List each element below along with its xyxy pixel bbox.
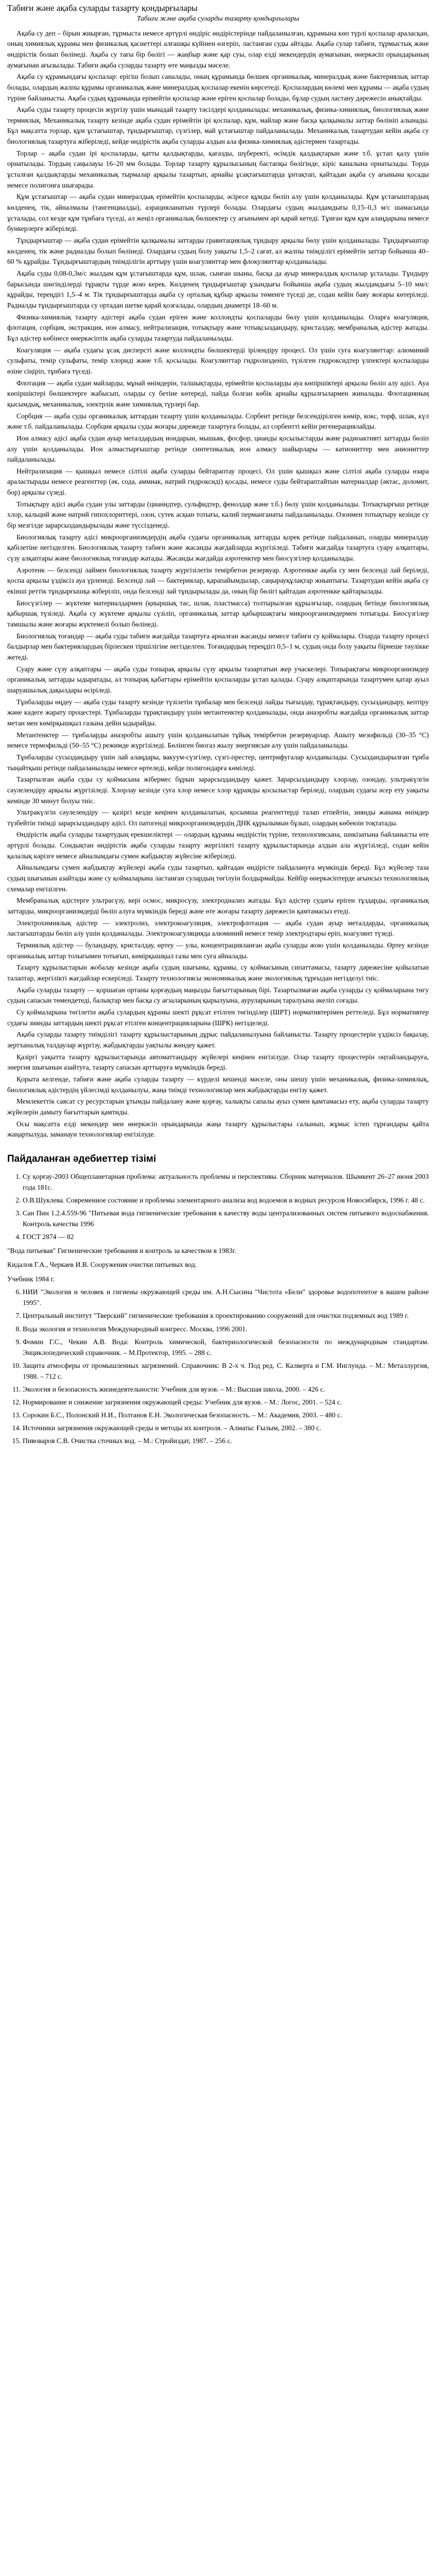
paragraph: Термиялық әдістер — буландыру, кристалдау, өртеу — улы, концентрацияланған ақаба суларды жою үшін қолданылады. Өртеу кезінде органикалық заттар толығымен тотығып, көмірқышқыл газы мен суға айналады. — [7, 941, 429, 960]
paragraph: Айналымдағы сумен жабдықтау жүйелері ақаба суды тазартып, қайтадан өндірісте пайдалануға мүмкіндік береді. Бұл жүйелер таза судың шығынын азайтады және су қоймаларына ластанған сулардың төгілуін болдырмайды. Кейбір өнеркәсіптерде ағынсыз технологиялық схемалар енгізілген. — [7, 863, 429, 893]
paragraph: Метантенктер — тұнбаларды анаэробты ашыту үшін қолданылатын тұйық темірбетон резервуарлар. Ашыту мезофильді (30–35 °С) немесе термофильді (50–55 °С) режимде жүргізіледі. Бөлінген биогаз жылу энергиясын алу үшін пайдаланылады. — [7, 731, 429, 750]
reference-item: 6. НИИ "Экология и человек и гигиены окружающей среды им. А.Н.Сысина "Чистота «Бели" здоровье водопотентое в вашем районе 1995". — [23, 1286, 429, 1308]
paragraph: Ақаба суды тазарту процесін жүргізу үшін мынадай тазарту тәсілдері қолданылады: механикалық, физика-химиялық, биологиялық және термиялық. Механикалық тазарту кезінде ақаба судан ерімейтін ірі қоспалар, құм, майлар және басқа қалқымалы заттар бөлініп алынады. Бұл мақсатта торлар, құм ұстағыштар, тұндырғыштар, сүзгілер, май ұстағыштар пайдаланылады. Механикалық тазартудан кейін ақаба су биологиялық тазартуға жіберіледі, кейде өндірістік ақаба суларды алдын ала физика-химиялық әдістермен тазартады. — [7, 106, 429, 146]
textbook-heading: Учебник 1984 г. — [7, 1275, 55, 1283]
paragraph: Тотықтыру әдісі ақаба судан улы заттарды (цианидтер, сульфидтер, фенолдар және т.б.) бөлу үшін қолданылады. Тотықтырғыш ретінде хлор, кальций және натрий гипохлориттері, озон, сутек асқын тотығы, калий перманганаты пайдаланылады. Озонмен тотықтыру кезінде су бір мезгілде зарарсыздандырылады және түссізденеді. — [7, 500, 429, 530]
paragraph: Ақаба суларды тазарту — қоршаған ортаны қорғаудың маңызды бағыттарының бірі. Тазартылмаған ақаба суларды су қоймаларына төгу судың сапасын төмендетеді, балықтар мен басқа су ағзаларының қырылуына, ауруларының таралуына әкеліп соғады. — [7, 986, 429, 1005]
paragraph: Қорыта келгенде, табиғи және ақаба суларды тазарту — күрделі кешенді мәселе, оны шешу үшін механикалық, физика-химиялық, биологиялық әдістердің үйлесімді қолданылуы, жаңа тиімді технологиялар мен жабдықтарды енгізу қажет. — [7, 1075, 429, 1094]
paragraph: Өндірістік ақаба суларды тазартудың ерекшеліктері — олардың құрамы өндірістің түріне, технологиясына, шикізатына байланысты өте әртүрлі болады. Сондықтан өндірістік ақаба суларды тазарту жергілікті тазарту құрылыстарында алдын ала жүргізіледі, содан кейін қалалық кәрізге немесе айналымдағы сумен жабдықтау жүйесіне жіберіледі. — [7, 831, 429, 860]
paragraph: Аэротенк — белсенді лаймен биологиялық тазарту жүргізілетін темірбетон резервуар. Аэротенкке ақаба су мен белсенді лай беріледі, қоспа арқылы үздіксіз ауа үрленеді. Белсенді лай — бактериялар, қарапайымдылар, саңырауқұлақтар жиынтығы. Тазартудан кейін ақаба су екінші реттік тұндырғышқа жіберіліп, онда белсенді лай тұндырылады да, оның бір бөлігі қайтадан аэротенкке қайтарылады. — [7, 566, 429, 596]
reference-item: 2. О.В.Шуклева. Современное состояние и проблемы элементарного анализа вод водоемов и водных ресурсов Новосибирск, 1996 г. 48 с. — [23, 1195, 429, 1206]
document-subtitle: Табиғи және ақаба суларды тазарту қондырғылары — [136, 15, 300, 23]
paragraph: Ультракүлгін сәулелендіру — қазіргі кезде кеңінен қолданылатын, қосымша реагенттерді талап етпейтін, зиянды жанама өнімдер түзбейтін тиімді зарарсыздандыру әдісі. Ол патогенді микроорганизмдердің ДНК құрылымын бұзып, олардың көбеюін тоқтатады. — [7, 808, 429, 827]
references-list — [7, 1171, 429, 1242]
paragraph: Суару және сүзу алқаптары — ақаба суды топырақ арқылы сүзу арқылы тазартатын жер учаскелері. Топырақтағы микроорганизмдер органикалық заттарды ыдыратады, ал топырақ қабаттары ерімейтін қоспаларды ұстап қалады. Суару алқаптарында тазартумен қатар ауыл шаруашылық дақылдары өсіріледі. — [7, 665, 429, 694]
paragraph: Флотация — ақаба судан майларды, мұнай өнімдерін, талшықтарды, ерімейтін қоспаларды ауа көпіршіктері арқылы бөліп алу әдісі. Ауа көпіршіктері бөлшектерге жабысып, оларды су бетіне көтереді, пайда болған көбік арнайы құрылғылармен жиналады. Флотацияның қысымдық, механикалық, электрлік және химиялық түрлері бар. — [7, 379, 429, 408]
paragraph: Электрохимиялық әдістер — электролиз, электрокоагуляция, электрофлотация — ақаба судан ауыр металдарды, органикалық ластағыштарды бөліп алу үшін қолданылады. Электрокоагуляцияда алюминий немесе темір электродтары еріп, коагулянт түзеді. — [7, 919, 429, 938]
paragraph: Нейтрализация — қышқыл немесе сілтілі ақаба суларды бейтараптау процесі. Ол үшін қышқыл және сілтілі ақаба суларды өзара араластырады немесе реагенттер (әк, сода, аммиак, натрий гидроксиді) қосады, немесе суды бейтараптайтын материалдар (әктас, доломит, бор) арқылы сүзеді. — [7, 467, 429, 497]
paragraph: Осы мақсатта елді мекендер мен өнеркәсіп орындарында жаңа тазарту құрылыстары салынып, жұмыс істеп тұрғандары қайта жаңартылуда, заманауи технологиялар енгізілуде. — [7, 1120, 429, 1139]
reference-item: 7. Центральный институт "Тверский" гигиенические требования к проектированию сооружений для очистки подземных вод 1989 г. — [23, 1310, 429, 1321]
document-title: Табиғи және ақаба суларды тазарту қондырғылары — [7, 3, 198, 13]
reference-item: 3. Сан Пин 1.2.4.559-96 "Питьевая вода гигиенические требования к качеству воды централизованных систем питьевого водоснабжения. Контроль качества 1996 — [23, 1208, 429, 1229]
paragraph: Тазарту құрылыстарын жобалау кезінде ақаба судың шығыны, құрамы, су қоймасының сипаттамасы, тазарту дәрежесіне қойылатын талаптар, жергілікті жағдайлар ескеріледі. Тазарту технологиясы экономикалық және экологиялық тұрғыдан негізделуі тиіс. — [7, 963, 429, 982]
paragraph: Қазіргі уақытта тазарту құрылыстарында автоматтандыру жүйелері кеңінен енгізілуде. Олар тазарту процестерін оңтайландыруға, энергия шығынын азайтуға, тазарту сапасын арттыруға мүмкіндік береді. — [7, 1053, 429, 1072]
paragraph: Тұндырғыштар — ақаба судан ерімейтін қалқымалы заттарды гравитациялық тұндыру арқылы бөлу үшін қолданылады. Тұндырғыштар көлденең, тік және радиалды болып бөлінеді. Олардағы судың болу уақыты 1,5–2 сағат, ал жалпы тиімділігі ерімейтін заттар бойынша 40–60 % құрайды. Тұндырғыштардың тиімділігін арттыру үшін коагулянттар мен флокулянттар қолданылады. — [7, 236, 429, 266]
references-heading: Пайдаланған әдебиеттер тізімі — [7, 1153, 156, 1164]
reference-item: 1. Су қорғау-2003 Общепланетарная проблема: актуальность проблемы и перспективы. Сборник материалов. Шымкент 26–27 июня 2003 года 181с. — [23, 1171, 429, 1193]
reference-note: Кидалов Г.А., Черкаев И.В. Сооружения очистки питьевых вод. — [7, 1261, 197, 1269]
paragraph: Ақаба суды 0,08-0,3м/с жылдам құм ұстағыштарда құм, шлак, сынған шыны, басқа да ауыр минералдық қоспалар ұсталады. Тұндыру барысында шөгінділерді тұрақты түрде жою керек. Көлденең тұндырғыштар ұзындығы бойынша ақаба судың жылдамдығы 5–10 мм/с құрайды, тереңдігі 1,5–4 м. Тік тұндырғыштарда ақаба су орталық құбыр арқылы төменге түседі де, содан кейін баяу жоғары көтеріледі. Радиалды тұндырғыштарда су ортадан шетке қарай қозғалады, олардың диаметрі 18–60 м. — [7, 269, 429, 309]
paragraph: Сорбция — ақаба суды органикалық заттардан тазарту үшін қолданылады. Сорбент ретінде белсендірілген көмір, кокс, торф, шлак, күл және т.б. пайдаланылады. Сорбция арқылы суды жоғары дәрежеде тазартуға болады, ал сорбентті кейін регенерациялайды. — [7, 412, 429, 431]
paragraph: Биологиялық тазарту әдісі микроорганизмдердің ақаба судағы органикалық заттарды қорек ретінде пайдаланып, оларды минералдау қабілетіне негізделген. Биологиялық тазарту табиғи және жасанды жағдайларда жүргізіледі. Табиғи жағдайда тазартуға суару алқаптары, сүзу алқаптары және биологиялық тоғандар жатады. Жасанды жағдайда аэротенктер мен биосүзгілер қолданылады. — [7, 533, 429, 563]
reference-item: 8. Вода экология и технология Международный конгресс. Москва, 1996 2001. — [23, 1324, 429, 1334]
reference-item: 4. ГОСТ 2874 — 82 — [23, 1231, 429, 1242]
paragraph: Ақаба су деп – бірын жиырған, тұрмыста немесе әртүрлі өндіріс өндірістерінде пайдаланылған, құрамына көп түрлі қоспалар араласқан, оның химиялық құрамы мен физикалық қасиеттері алғашқы күйінен өзгеріп, ластанған суды айтады. Ақаба сулар табиғи, тұрмыстық және өндірістік болып бөлінеді. Ақаба су тағы бір бөлігі — жаңбыр және қар суы, олар елді мекендердің аумағынан, өнеркәсіп орындарының аумағынан ағызылады. Табиғи ақаба суларды тазарту өте маңызды мәселе. — [7, 29, 429, 69]
references-list-continued — [7, 1286, 429, 1446]
reference-item: 9. Фомин Г.С., Чекин А.В. Вода: Контроль химической, бактериологической безопасности по международным стандартам. Энциклопедический справочник. – М.Протектор, 1995. – 288 с. — [23, 1336, 429, 1358]
paragraph: Биосүзгілер — жүктеме материалдармен (қиыршық тас, шлак, пластмасса) толтырылған құрылғылар, олардың бетінде биологиялық қабыршақ түзіледі. Ақаба су жүктеме арқылы сүзіліп, органикалық заттар қабыршақтағы микроорганизмдермен тотығады. Биосүзгілер тамшылы және жоғары жүктемелі болып бөлінеді. — [7, 599, 429, 629]
paragraph: Мембраналық әдістерге ультрасүзу, кері осмос, микросүзу, электродиализ жатады. Бұл әдістер судағы еріген тұздарды, органикалық заттарды, микроорганизмдерді бөліп алуға мүмкіндік береді және өте жоғары тазарту дәрежесін қамтамасыз етеді. — [7, 896, 429, 916]
paragraph: Биологиялық тоғандар — ақаба суды табиғи жағдайда тазартуға арналған жасанды немесе табиғи су қоймалары. Оларда тазарту процесі балдырлар мен бактериялардың бірлескен тіршілігіне негізделген. Тоғандардың тереңдігі 0,5–1 м, судың онда болу уақыты бірнеше тәулікке жетеді. — [7, 632, 429, 661]
paragraph: Құм ұстағыштар — ақаба судан минералдық ерімейтін қоспаларды, әсіресе құмды бөліп алу үшін қолданылады. Құм ұстағыштардың көлденең, тік, айналмалы (тангенциалды), аэрацияланатын түрлері болады. Олардағы судың жылдамдығы 0,15–0,3 м/с шамасында ұсталады, сол кезде құм тұнбаға түседі, ал жеңіл органикалық бөлшектер су ағынымен әрі қарай кетеді. Тұнған құм құм алаңдарына немесе бункерлерге жіберіледі. — [7, 193, 429, 233]
paragraph: Тазартылған ақаба суды су қоймасына жібермес бұрын зарарсыздандыру қажет. Зарарсыздандыру хлорлау, озондау, ультракүлгін сәулелендіру арқылы жүргізіледі. Хлорлау кезінде суға хлор немесе хлор құрамды қосылыстар беріледі, олардың судағы әсер ету уақыты кемінде 30 минут болуы тиіс. — [7, 775, 429, 805]
reference-item: 13. Сорокин Б.С., Полонский Н.И., Полтанов Е.Н. Экологическая безопасность. – М.: Академия, 2003. – 480 с. — [23, 1410, 429, 1420]
paragraph: Су қоймаларына төгілетін ақаба сулардың құрамы шекті рұқсат етілген төгінділер (ШРТ) нормативтерімен реттеледі. Бұл нормативтер судағы зиянды заттардың шекті рұқсат етілген концентрацияларына (ШРК) негізделеді. — [7, 1008, 429, 1027]
paragraph: Ақаба суларды тазарту тиімділігі тазарту құрылыстарының дұрыс пайдаланылуына байланысты. Тазарту процестерін үздіксіз бақылау, зертханалық талдаулар жүргізу, жабдықтарды уақтылы жөндеу қажет. — [7, 1030, 429, 1049]
paragraph: Ақаба су құрамындағы қоспалар: ерігіш болып саналады, оның құрамында бөлшек органикалық, минералдық және бактериялық заттар болады, олардың жалпы құрамы органикалық және минералдық қоспалар екенін көрсетеді. Қоспалардың көлемі мен құрамы — ақаба судың түріне байланысты. Ақаба судың құрамында ерімейтін қоспалар және еріген қоспалар болады, бұлар судың ластану дәрежесін анықтайды. — [7, 73, 429, 102]
reference-item: 12. Нормирование и снижение загрязнения окружающей среды: Учебник для вузов. – М.: Логос, 2001. – 524 с. — [23, 1397, 429, 1408]
reference-item: 15. Пивоваров С.В. Очистка сточных вод. – М.: Стройиздат, 1987. – 256 с. — [23, 1435, 429, 1446]
reference-item: 14. Источники загрязнения окружающей среды и методы их контроля. – Алматы: Ғылым, 2002. – 380 с. — [23, 1422, 429, 1433]
reference-item: 11. Экология и безопасность жизнедеятельности: Учебник для вузов. – М.: Высшая школа, 2000. – 426 с. — [23, 1384, 429, 1395]
paragraph: Торлар – ақаба судан ірі қоспаларды, қатты қалдықтарды, қағазды, шүберекті, өсімдік қалдықтарын және т.б. ұстап қалу үшін орнатылады. Тордың саңылауы 16–20 мм болады. Торлар тазарту құрылысының бастапқы бөлігінде, кіріс каналына орнатылады. Торда ұсталған қалдықтарды механикалық тырмалар арқылы тазартып, арнайы ұсақтағыштарда ұнтақтап, қайтадан ақаба су ағынына қосады немесе полигонға шығарады. — [7, 149, 429, 189]
body-text — [7, 28, 429, 1140]
reference-note: "Вода питьевая" Гигиенические требования и контроль за качеством в 1983г. — [7, 1247, 237, 1255]
paragraph: Тұнбаларды өңдеу — ақаба суды тазарту кезінде түзілетін тұнбалар мен белсенді лайды тығыздау, тұрақтандыру, сусыздандыру, кептіру және кәдеге жарату процестері. Тұнбаларды тұрақтандыру үшін метантенктер қолданылады, онда анаэробты жағдайда органикалық заттар метан мен көмірқышқыл газына дейін ыдырайды. — [7, 698, 429, 727]
paragraph: Физика-химиялық тазарту әдістері ақаба судан еріген және коллоидты қоспаларды бөлу үшін қолданылады. Оларға коагуляция, флотация, сорбция, экстракция, ион алмасу, нейтрализация, тотықтыру және тотықсыздандыру, кристалдау, мембраналық әдістер жатады. Бұл әдістер көбінесе өнеркәсіптік ақаба суларды тазартуда пайдаланылады. — [7, 313, 429, 342]
paragraph: Тұнбаларды сусыздандыру үшін лай алаңдары, вакуум-сүзгілер, сүзгі-престер, центрифугалар қолданылады. Сусыздандырылған тұнба тыңайтқыш ретінде пайдаланылады немесе өртеледі, кейде полигондарға көміледі. — [7, 753, 429, 772]
paragraph: Коагуляция — ақаба судағы ұсақ дисперсті және коллоидты бөлшектерді ірілендіру процесі. Ол үшін суға коагулянттар: алюминий сульфаты, темір сульфаты, темір хлориді және т.б. қосылады. Коагулянттар гидролизденіп, түзілген гидроксидтер үлпектері қоспаларды өзіне сіңіріп, тұнбаға түседі. — [7, 346, 429, 375]
paragraph: Ион алмасу әдісі ақаба судан ауыр металдардың иондарын, мышьяк, фосфор, цианды қосылыстарды және радиоактивті заттарды бөліп алу үшін қолданылады. Ион алмастырғыштар ретінде синтетикалық ион алмасу шайырлары — катиониттер мен аниониттер пайдаланылады. — [7, 434, 429, 464]
paragraph: Мемлекеттік саясат су ресурстарын ұтымды пайдалану және қорғау, халықты сапалы ауыз сумен қамтамасыз ету, ақаба суларды тазарту жүйелерін дамыту бағыттарын қамтиды. — [7, 1097, 429, 1116]
reference-item: 10. Защита атмосферы от промышленных загрязнений. Справочник: В 2-х ч. Под ред. С. Калверта и Г.М. Инглунда. – М.: Металлургия, 1988. – 712 с. — [23, 1360, 429, 1382]
